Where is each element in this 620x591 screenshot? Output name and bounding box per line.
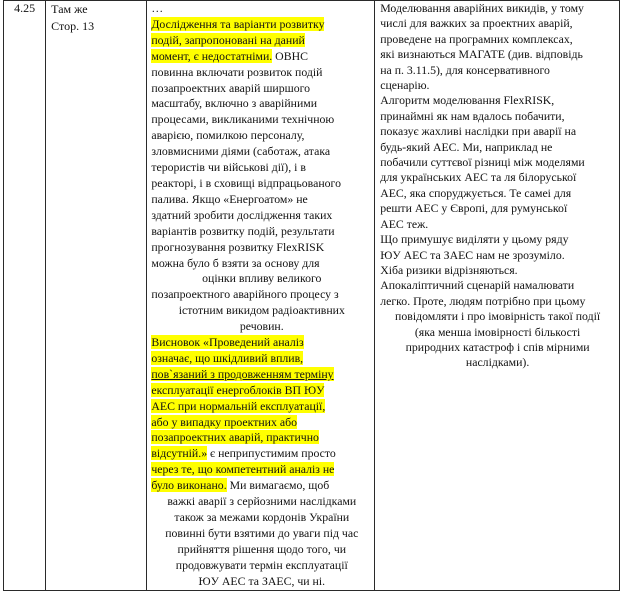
response-line: показує жахливі наслідки при аварії на xyxy=(380,124,577,139)
highlighted-text: було виконано. xyxy=(151,478,227,493)
remark-line xyxy=(151,351,372,367)
source-line-2: Стор. 13 xyxy=(51,19,95,33)
remark-line xyxy=(151,1,372,17)
highlighted-text: АЕС при нормальній експлуатації, xyxy=(151,398,326,413)
text-run: реакторі, і в сховищі відпрацьованого xyxy=(151,175,341,190)
remark-line xyxy=(151,383,372,399)
source-cell xyxy=(46,1,147,591)
highlighted-text: або у випадку проектних або xyxy=(151,414,297,429)
remark-line xyxy=(151,240,372,256)
text-run: ОВНС xyxy=(272,48,308,63)
text-run: ЮУ АЕС та ЗАЕС, чи ні. xyxy=(198,573,326,588)
text-run: позапроектного аварійного процесу з xyxy=(151,287,339,302)
highlighted-text: Дослідження та варіанти розвитку xyxy=(151,16,325,31)
text-run: … xyxy=(151,1,164,15)
remark-line xyxy=(151,224,372,240)
response-line: Апокаліптичний сценарій намалювати xyxy=(380,278,575,293)
review-table xyxy=(3,0,620,591)
response-line: які визнаються МАГАТЕ (див. відповідь xyxy=(380,47,583,62)
remark-line xyxy=(151,574,372,590)
remark-line xyxy=(151,335,372,351)
remark-line xyxy=(151,144,372,160)
text-run: істотним викидом радіоактивних xyxy=(178,303,345,318)
response-line: легко. Проте, людям потрібно при цьому xyxy=(380,293,586,308)
remark-line xyxy=(151,65,372,81)
response-line: для українських АЕС та ля білоруської xyxy=(380,170,577,185)
text-run: зловмисними діями (саботаж, атака xyxy=(151,144,331,159)
response-line: Алгоритм моделювання FlexRISK, xyxy=(380,93,555,108)
remark-line xyxy=(151,96,372,112)
response-line: на п. 3.11.5), для консервативного xyxy=(380,62,550,77)
remark-line xyxy=(151,176,372,192)
remark-line xyxy=(151,478,372,494)
remark-line xyxy=(151,399,372,415)
text-run: терористів чи військові дії), і в xyxy=(151,160,306,175)
response-line: числі для важких за проектних аварій, xyxy=(380,16,573,31)
text-run: палива. Якщо «Енергоатом» не xyxy=(151,191,308,206)
text-run: можна було б взяти за основу для xyxy=(151,255,320,270)
remark-line xyxy=(151,510,372,526)
highlighted-text: момент, є недостатніми. xyxy=(151,48,273,63)
response-line: побачили суттєвої різниці між моделями xyxy=(380,155,585,170)
text-run: оцінки впливу великого xyxy=(202,271,322,286)
remark-text xyxy=(151,1,372,590)
response-line: Хіба ризики відрізняються. xyxy=(380,262,518,277)
remark-line xyxy=(151,430,372,446)
remark-line xyxy=(151,128,372,144)
text-run: масштабу, включно з аварійними xyxy=(151,96,318,111)
response-line: АЕС, яка споруджується. Те самеі для xyxy=(380,185,572,200)
remark-line xyxy=(151,208,372,224)
highlighted-text: позапроектних аварій, практично xyxy=(151,430,319,445)
remark-line xyxy=(151,319,372,335)
remark-line xyxy=(151,367,372,383)
highlighted-text: подій, запропоновані на даний xyxy=(151,32,305,47)
remark-line xyxy=(151,256,372,272)
text-run: процесами, викликаними технічною xyxy=(151,112,335,127)
response-line: наслідками). xyxy=(465,355,530,370)
response-line: принаймні як нам вдалось побачити, xyxy=(380,108,565,123)
text-run: Ми вимагаємо, щоб xyxy=(226,478,330,493)
text-run: позапроектних аварій ширшого xyxy=(151,80,311,95)
response-line: (яка менша імовірності бількості xyxy=(414,324,581,339)
remark-line xyxy=(151,81,372,97)
text-run: речовин. xyxy=(239,319,284,334)
remark-line xyxy=(151,494,372,510)
highlighted-text: відсутній.» xyxy=(151,446,208,461)
table-row xyxy=(4,1,620,591)
source-line-1: Там же xyxy=(51,2,88,16)
response-line: решти АЕС у Європі, для румунської xyxy=(380,201,568,216)
remark-text-cell xyxy=(147,1,375,591)
highlighted-text: через те, що компетентний аналіз не xyxy=(151,462,335,477)
text-run: прийняття рішення щодо того, чи xyxy=(177,541,347,556)
remark-line xyxy=(151,526,372,542)
remark-line xyxy=(151,17,372,33)
highlighted-text: експлуатації енергоблоків ВП ЮУ xyxy=(151,382,325,397)
remark-line xyxy=(151,446,372,462)
remark-line xyxy=(151,49,372,65)
remark-line xyxy=(151,271,372,287)
response-line: проведене на програмних комплексах, xyxy=(380,31,573,46)
response-text xyxy=(380,1,615,371)
response-line: сценарію. xyxy=(380,78,430,93)
text-run: повинні бути взятими до уваги під час xyxy=(165,525,359,540)
remark-line xyxy=(151,160,372,176)
response-line: природних катастроф і спів мірними xyxy=(405,339,590,354)
remark-line xyxy=(151,542,372,558)
text-run: прогнозування розвитку FlexRISK xyxy=(151,239,325,254)
response-line: повідомляти і про імовірність такої події xyxy=(395,309,601,324)
highlighted-text: пов`язаний з продовженням терміну xyxy=(151,366,334,381)
text-run: є неприпустимим просто xyxy=(207,446,336,461)
response-cell xyxy=(375,1,620,591)
text-run: також за межами кордонів України xyxy=(174,510,350,524)
response-line: АЕС теж. xyxy=(380,216,429,231)
remark-line xyxy=(151,112,372,128)
text-run: аварією, помилкою персоналу, xyxy=(151,128,305,143)
text-run: повинна включати розвиток подій xyxy=(151,64,323,79)
remark-line xyxy=(151,303,372,319)
remark-line xyxy=(151,415,372,431)
remark-line xyxy=(151,192,372,208)
remark-line xyxy=(151,462,372,478)
remark-line xyxy=(151,33,372,49)
response-line: будь-який АЕС. Ми, наприклад не xyxy=(380,139,553,154)
response-line: Моделювання аварійних викидів, у тому xyxy=(380,1,584,15)
text-run: важкі аварії з серйозними наслідками xyxy=(167,494,357,509)
text-run: продовжувати термін експлуатації xyxy=(175,557,348,572)
row-number: 4.25 xyxy=(4,1,46,591)
text-run: варіантів розвитку подій, результати xyxy=(151,223,335,238)
text-run: здатний зробити дослідження таких xyxy=(151,207,333,222)
highlighted-text: Висновок «Проведений аналіз xyxy=(151,335,304,350)
highlighted-text: означає, що шкідливий вплив, xyxy=(151,350,304,365)
response-line: Що примушує виділяти у цьому ряду xyxy=(380,232,569,247)
response-line: ЮУ АЕС та ЗАЕС нам не зрозуміло. xyxy=(380,247,565,262)
remark-line xyxy=(151,558,372,574)
remark-line xyxy=(151,287,372,303)
